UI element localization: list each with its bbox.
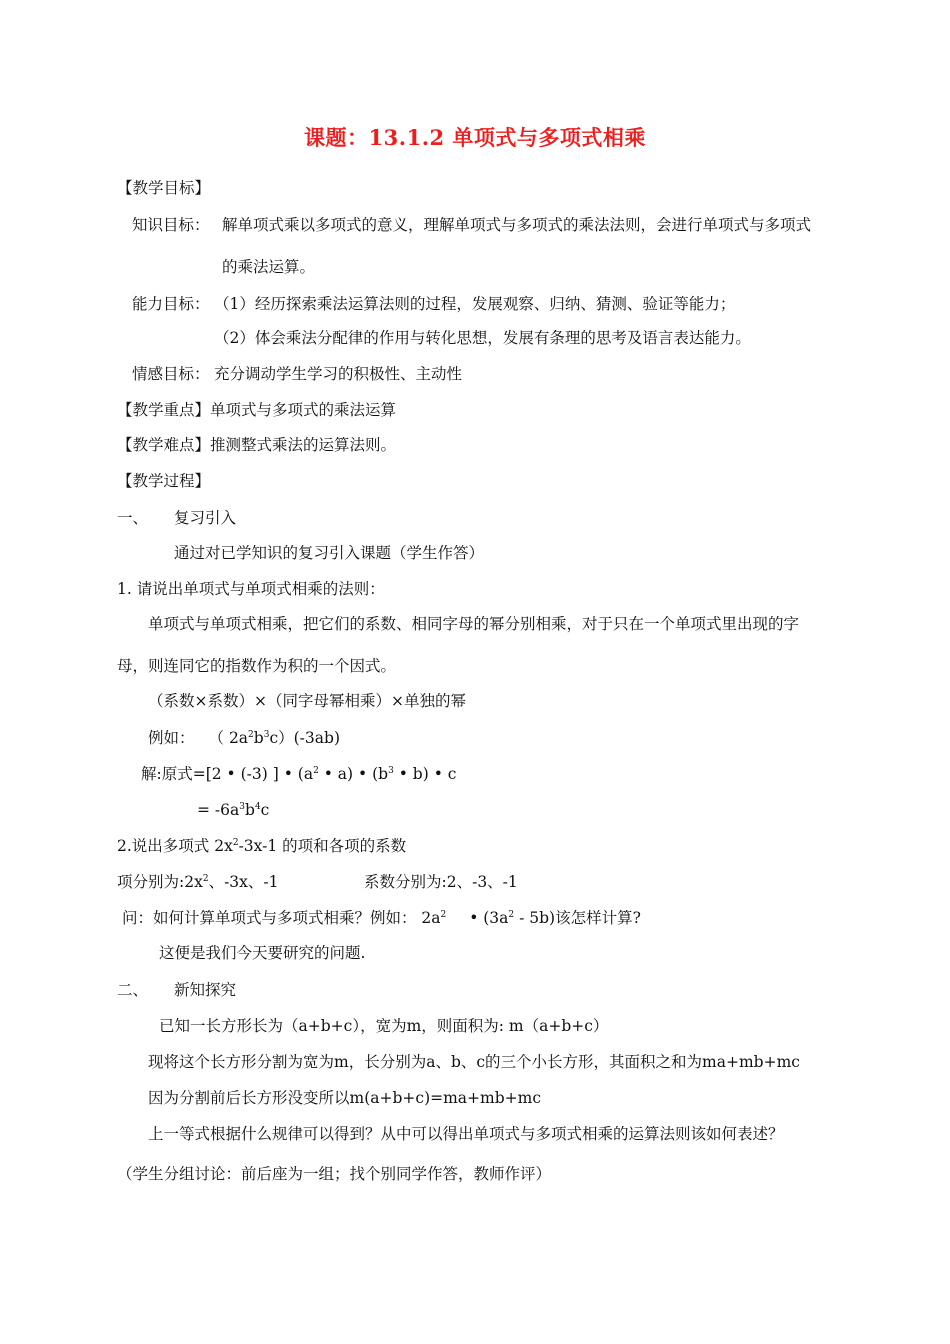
intro-text: 通过对已学知识的复习引入课题（学生作答）: [174, 544, 485, 562]
exponent: 2: [202, 873, 209, 884]
ability-goal-label: 能力目标：: [132, 295, 210, 313]
difficulty-point: 【教学难点】推测整式乘法的运算法则。: [117, 436, 397, 454]
knowledge-goal-text-1: 解单项式乘以多项式的意义，理解单项式与多项式的乘法法则，会进行单项式与多项式: [222, 216, 812, 234]
problem-text: 这便是我们今天要研究的问题.: [159, 944, 366, 962]
coefficients-line: 系数分别为:2、-3、-1: [364, 873, 518, 891]
exponent: 2: [248, 729, 254, 740]
ability-goal-text-1: （1）经历探索乘法运算法则的过程，发展观察、归纳、猜测、验证等能力；: [214, 295, 736, 313]
knowledge-goal-text-2: 的乘法运算。: [222, 258, 316, 276]
solution-part-1: 解:原式=[2 • (-3) ] • (a: [141, 765, 314, 783]
split-text: 现将这个长方形分割为宽为m，长分别为a、b、c的三个小长方形，其面积之和为ma+mb+mc: [148, 1053, 800, 1071]
solution-line: [141, 764, 456, 784]
terms-part-2: 、-3x、-1: [208, 873, 279, 891]
question-2-part-1: 2.说出多项式 2x: [117, 837, 233, 855]
question-part-1: 问：如何计算单项式与多项式相乘？例如： 2a: [122, 909, 441, 927]
section-2-number: 二、: [117, 981, 149, 999]
question-2-text: 上一等式根据什么规律可以得到？从中可以得出单项式与多项式相乘的运算法则该如何表述？: [148, 1125, 784, 1143]
rectangle-text: 已知一长方形长为（a+b+c），宽为m，则面积为: m（a+b+c）: [159, 1017, 609, 1035]
goals-heading: 【教学目标】: [117, 179, 211, 197]
section-1-title: 复习引入: [174, 509, 237, 527]
exponent: 2: [313, 765, 319, 776]
exponent: 2: [440, 909, 447, 920]
example-label: 例如：: [148, 729, 195, 747]
emotion-goal-label: 情感目标：: [132, 365, 210, 383]
exponent: 3: [239, 801, 245, 812]
section-1-number: 一、: [117, 509, 149, 527]
question-2-part-2: -3x-1 的项和各项的系数: [238, 837, 407, 855]
page-title: 课题：13.1.2 单项式与多项式相乘: [304, 125, 646, 150]
result-part-2: b: [245, 801, 255, 819]
exponent: 2: [508, 909, 515, 920]
exponent: 2: [232, 837, 239, 848]
question-line: [122, 908, 641, 928]
example-expr-part-1: （ 2a: [208, 729, 249, 747]
rule-text-1: 单项式与单项式相乘，把它们的系数、相同字母的幂分别相乘，对于只在一个单项式里出现的字: [148, 615, 800, 633]
exponent: 4: [254, 801, 261, 812]
terms-part-1: 项分别为:2x: [117, 873, 203, 891]
section-2-title: 新知探究: [174, 981, 237, 999]
question-part-2: • (3a: [464, 909, 509, 927]
solution-part-2: • a) • (b: [318, 765, 389, 783]
because-text: 因为分割前后长方形没变所以m(a+b+c)=ma+mb+mc: [148, 1089, 542, 1107]
example-line: [148, 728, 340, 748]
rule-formula: （系数×系数）×（同字母幂相乘）×单独的幂: [148, 692, 466, 710]
rule-text-2: 母，则连同它的指数作为积的一个因式。: [117, 657, 397, 675]
solution-part-3: • b) • c: [393, 765, 457, 783]
knowledge-goal-label: 知识目标：: [132, 216, 210, 234]
result-part-3: c: [260, 801, 270, 819]
exponent: 3: [263, 729, 270, 740]
terms-line: [117, 872, 279, 892]
exponent: 3: [388, 765, 394, 776]
emotion-goal-text: 充分调动学生学习的积极性、主动性: [214, 365, 463, 383]
example-expr-part-3: c）(-3ab): [269, 729, 340, 747]
question-part-3: - 5b)该怎样计算?: [514, 909, 641, 927]
question-1: 1. 请说出单项式与单项式相乘的法则：: [117, 580, 385, 598]
question-2: [117, 836, 406, 856]
discussion-text: （学生分组讨论：前后座为一组；找个别同学作答，教师作评）: [117, 1165, 552, 1183]
example-expr-part-2: b: [253, 729, 264, 747]
result-line: [197, 800, 269, 820]
key-point: 【教学重点】单项式与多项式的乘法运算: [117, 401, 397, 419]
result-part-1: = -6a: [197, 801, 240, 819]
ability-goal-text-2: （2）体会乘法分配律的作用与转化思想，发展有条理的思考及语言表达能力。: [214, 329, 751, 347]
process-heading: 【教学过程】: [117, 472, 211, 490]
